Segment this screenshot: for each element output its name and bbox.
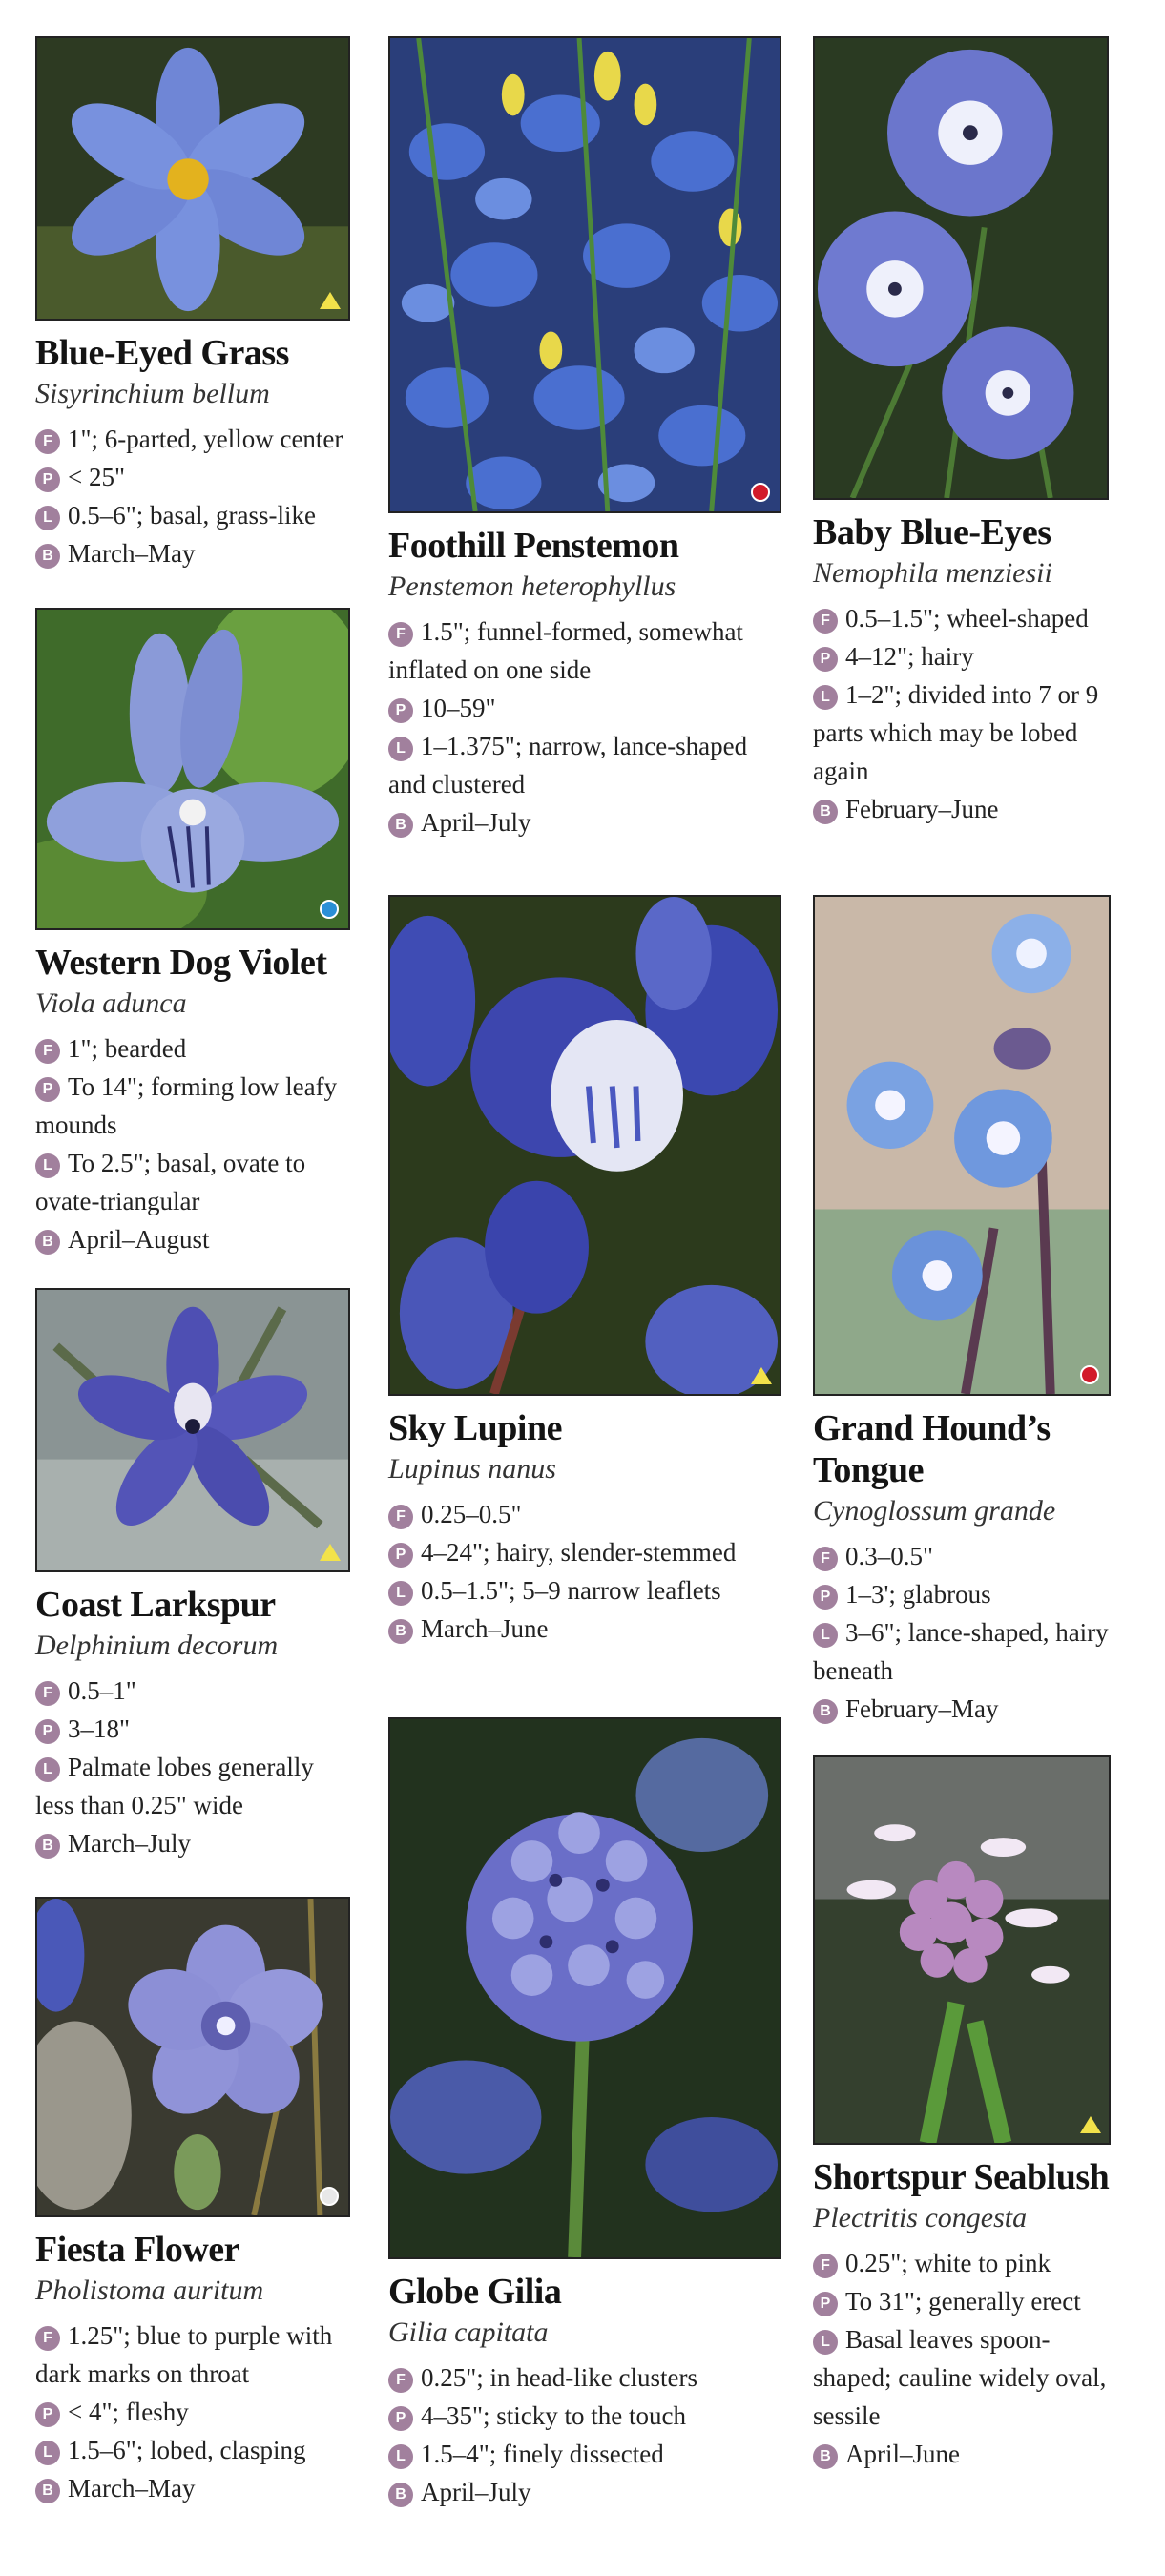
plant-key-icon: P [388,698,413,723]
scientific-name: Nemophila menziesii [813,557,1052,589]
flower-key-icon: F [388,2368,413,2393]
scientific-name: Pholistoma auritum [35,2275,264,2306]
flower-key-icon: F [35,2326,60,2351]
flower-row: F 0.5–1.5"; wheel-shaped [813,599,1109,637]
bloom-row: B April–July [388,803,781,841]
plant-key-icon: P [388,2406,413,2431]
habitat-circle-badge [320,900,339,919]
leaves-row: L Palmate lobes generally less than 0.25" wide [35,1753,314,1819]
plant-key-icon: P [813,1585,838,1610]
bloom-row: B February–May [813,1690,1111,1728]
card-foothill-penstemon [388,36,781,841]
plant-key-icon: P [388,1543,413,1568]
card-coast-larkspur [35,1288,350,1862]
scientific-name: Lupinus nanus [388,1453,556,1485]
card-blue-eyed-grass [35,36,350,572]
common-name: Foothill Penstemon [388,526,679,566]
plant-key-icon: P [35,1077,60,1102]
plant-row: P < 4"; fleshy [35,2393,350,2431]
flower-row: F 0.3–0.5" [813,1537,1111,1575]
bloom-key-icon: B [813,2444,838,2469]
bloom-key-icon: B [35,1230,60,1255]
card-globe-gilia [388,1717,781,2511]
bloom-row: B April–June [813,2435,1111,2473]
plant-row: P To 31"; generally erect [813,2282,1111,2320]
habitat-triangle-badge [751,1367,772,1384]
habitat-circle-badge [320,2187,339,2206]
common-name: Coast Larkspur [35,1585,276,1625]
flower-row: F 0.25"; white to pink [813,2244,1111,2282]
scientific-name: Gilia capitata [388,2316,549,2348]
leaves-key-icon: L [35,2441,60,2465]
scientific-name: Sisyrinchium bellum [35,378,270,409]
bloom-key-icon: B [35,544,60,569]
bloom-key-icon: B [813,1699,838,1724]
leaves-row: L 1–1.375"; narrow, lance-shaped and clustered [388,732,748,799]
plant-row: P 4–24"; hairy, slender-stemmed [388,1533,781,1571]
habitat-triangle-badge [320,292,341,309]
shortspur-seablush-photo [813,1755,1111,2145]
common-name: Grand Hound’s Tongue [813,1408,1051,1490]
sky-lupine-photo [388,895,781,1396]
bloom-key-icon: B [388,1619,413,1644]
leaves-key-icon: L [35,1153,60,1178]
leaves-row: L 1.5–6"; lobed, clasping [35,2431,350,2469]
card-fiesta-flower [35,1897,350,2507]
common-name: Baby Blue-Eyes [813,512,1051,552]
scientific-name: Plectritis congesta [813,2202,1028,2233]
leaves-key-icon: L [388,737,413,761]
flower-key-icon: F [388,622,413,647]
habitat-triangle-badge [1080,2116,1101,2133]
bloom-key-icon: B [35,1834,60,1859]
flower-row: F 0.25"; in head-like clusters [388,2358,781,2397]
leaves-row: L 0.5–1.5"; 5–9 narrow leaflets [388,1571,781,1610]
foothill-penstemon-photo [388,36,781,513]
habitat-circle-badge [751,483,770,502]
bloom-key-icon: B [388,813,413,838]
card-grand-hounds-tongue [813,895,1111,1728]
coast-larkspur-photo [35,1288,350,1572]
western-dog-violet-photo [35,608,350,930]
flower-key-icon: F [813,1547,838,1571]
bloom-row: B February–June [813,790,1109,828]
globe-gilia-photo [388,1717,781,2259]
leaves-row: L Basal leaves spoon-shaped; cauline widely oval, sessile [813,2325,1107,2430]
scientific-name: Penstemon heterophyllus [388,571,676,602]
flower-key-icon: F [35,429,60,454]
leaves-key-icon: L [35,1757,60,1782]
flower-row: F 1"; bearded [35,1029,350,1068]
leaves-row: L 1.5–4"; finely dissected [388,2435,781,2473]
leaves-row: L 1–2"; divided into 7 or 9 parts which may be lobed again [813,680,1099,785]
bloom-key-icon: B [35,2479,60,2503]
leaves-key-icon: L [813,1623,838,1648]
plant-key-icon: P [35,2402,60,2427]
flower-row: F 0.25–0.5" [388,1495,781,1533]
bloom-row: B March–July [35,1824,350,1862]
grand-hounds-tongue-photo [813,895,1111,1396]
leaves-row: L 0.5–6"; basal, grass-like [35,496,350,534]
leaves-key-icon: L [813,685,838,710]
bloom-row: B March–May [35,534,350,572]
habitat-circle-badge [1080,1365,1099,1384]
blue-eyed-grass-photo [35,36,350,321]
plant-row: P 4–35"; sticky to the touch [388,2397,781,2435]
flower-key-icon: F [388,1505,413,1529]
card-baby-blue-eyes [813,36,1109,828]
leaves-key-icon: L [35,506,60,530]
plant-key-icon: P [35,467,60,492]
common-name: Shortspur Seablush [813,2157,1110,2197]
flower-row: F 1.25"; blue to purple with dark marks on throat [35,2321,333,2388]
common-name: Blue-Eyed Grass [35,333,289,373]
fiesta-flower-photo [35,1897,350,2217]
bloom-row: B March–June [388,1610,781,1648]
plant-row: P 3–18" [35,1710,350,1748]
plant-key-icon: P [813,647,838,672]
flower-key-icon: F [813,2254,838,2278]
bloom-row: B April–August [35,1220,350,1258]
plant-key-icon: P [813,2292,838,2316]
baby-blue-eyes-photo [813,36,1109,500]
leaves-row: L To 2.5"; basal, ovate to ovate-triangular [35,1149,306,1215]
leaves-row: L 3–6"; lance-shaped, hairy beneath [813,1618,1109,1685]
plant-row: P 1–3'; glabrous [813,1575,1111,1613]
plant-row: P 10–59" [388,689,781,727]
flower-key-icon: F [35,1039,60,1064]
flower-row: F 0.5–1" [35,1672,350,1710]
card-western-dog-violet [35,608,350,1258]
card-sky-lupine [388,895,781,1648]
common-name: Fiesta Flower [35,2230,240,2270]
bloom-key-icon: B [388,2483,413,2507]
bloom-key-icon: B [813,800,838,824]
flower-key-icon: F [813,609,838,634]
common-name: Western Dog Violet [35,943,327,983]
flower-key-icon: F [35,1681,60,1706]
common-name: Sky Lupine [388,1408,562,1448]
flower-row: F 1.5"; funnel-formed, somewhat inflated on one side [388,617,743,684]
leaves-key-icon: L [388,1581,413,1606]
common-name: Globe Gilia [388,2272,562,2312]
plant-row: P To 14"; forming low leafy mounds [35,1072,338,1139]
bloom-row: B April–July [388,2473,781,2511]
bloom-row: B March–May [35,2469,350,2507]
leaves-key-icon: L [813,2330,838,2355]
plant-key-icon: P [35,1719,60,1744]
plant-row: P 4–12"; hairy [813,637,1109,675]
leaves-key-icon: L [388,2444,413,2469]
flower-row: F 1"; 6-parted, yellow center [35,420,350,458]
card-shortspur-seablush [813,1755,1111,2473]
habitat-triangle-badge [320,1544,341,1561]
plant-row: P < 25" [35,458,350,496]
scientific-name: Viola adunca [35,987,187,1019]
scientific-name: Delphinium decorum [35,1630,279,1661]
scientific-name: Cynoglossum grande [813,1495,1056,1527]
